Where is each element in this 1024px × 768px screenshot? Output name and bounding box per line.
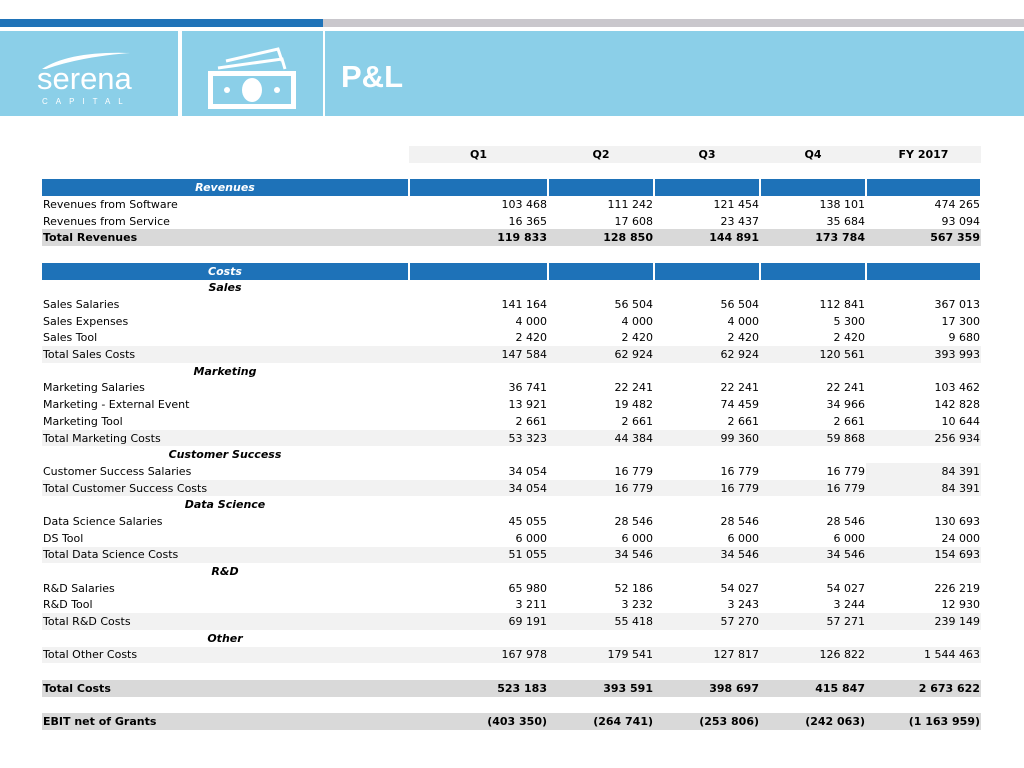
section-header-cell [760, 179, 866, 196]
value-cell-q3: 121 454 [713, 197, 759, 211]
value-cell-q1: 16 365 [508, 214, 547, 228]
pl-table-body [42, 146, 981, 730]
value-cell-q4: 16 779 [826, 464, 865, 478]
row-label: Total Revenues [42, 229, 409, 246]
column-header-q1: Q1 [409, 146, 548, 163]
subsection-header-row [42, 446, 981, 463]
value-cell-q4: 120 561 [760, 346, 866, 363]
section-header-cell [409, 179, 548, 196]
value-cell-q1: 2 420 [515, 331, 547, 345]
value-cell-fy-2017: 226 219 [934, 581, 980, 595]
value-cell-q3: 34 546 [654, 547, 760, 564]
value-cell-q4: 173 784 [760, 229, 866, 246]
section-header-cell [409, 263, 548, 280]
value-cell-q2: 16 779 [548, 480, 654, 497]
row-label: Sales Expenses [43, 314, 129, 328]
value-cell-q1: 4 000 [515, 314, 547, 328]
subsection-title: Other [207, 631, 243, 645]
section-header-cell [866, 179, 981, 196]
value-cell-q2: 3 232 [621, 598, 653, 612]
value-cell-q1: 34 054 [409, 480, 548, 497]
value-cell-fy-2017: 2 673 622 [866, 680, 981, 697]
value-cell-q2: 44 384 [548, 430, 654, 447]
value-cell-fy-2017: 474 265 [934, 197, 980, 211]
row-label: Revenues from Software [43, 197, 178, 211]
column-header-q4: Q4 [760, 146, 866, 163]
icon-panel [182, 31, 323, 116]
line-item-row [42, 313, 981, 330]
value-cell-q3: 4 000 [727, 314, 759, 328]
value-cell-q4: 22 241 [826, 381, 865, 395]
value-cell-q4: 5 300 [833, 314, 865, 328]
value-cell-q2: 4 000 [621, 314, 653, 328]
section-header-row [42, 179, 981, 196]
top-accent-blue [0, 19, 323, 27]
value-cell-q1: 141 164 [501, 298, 547, 312]
row-label: Total Other Costs [42, 647, 409, 664]
value-cell-q3: 2 661 [727, 414, 759, 428]
subsection-header-row [42, 363, 981, 380]
line-item-row [42, 396, 981, 413]
row-label: Marketing Tool [43, 414, 123, 428]
column-header-blank [42, 146, 409, 163]
value-cell-q2: (264 741) [548, 713, 654, 730]
subtotal-row [42, 613, 981, 630]
subtotal-row [42, 480, 981, 497]
subsection-title: R&D [211, 565, 239, 579]
value-cell-q3: 16 779 [654, 480, 760, 497]
value-cell-q2: 179 541 [548, 647, 654, 664]
section-header-cell [548, 263, 654, 280]
column-header-q3: Q3 [654, 146, 760, 163]
subsection-header-row [42, 563, 981, 580]
value-cell-q3: 28 546 [720, 514, 759, 528]
value-cell-q2: 28 546 [614, 514, 653, 528]
value-cell-q1: 6 000 [515, 531, 547, 545]
value-cell-q4: 35 684 [826, 214, 865, 228]
value-cell-fy-2017: 567 359 [866, 229, 981, 246]
value-cell-q2: 393 591 [548, 680, 654, 697]
value-cell-q2: 19 482 [614, 398, 653, 412]
value-cell-q1: 36 741 [508, 381, 547, 395]
section-header-cell [548, 179, 654, 196]
money-bills-icon [182, 31, 323, 116]
spacer-row [42, 163, 981, 180]
total-row [42, 229, 981, 246]
value-cell-fy-2017: 10 644 [941, 414, 980, 428]
subtotal-row [42, 547, 981, 564]
value-cell-q4: 112 841 [819, 298, 865, 312]
row-label: Total Marketing Costs [42, 430, 409, 447]
value-cell-q2: 17 608 [614, 214, 653, 228]
value-cell-q2: 111 242 [607, 197, 653, 211]
section-header-cell [654, 179, 760, 196]
row-label: Total Data Science Costs [42, 547, 409, 564]
value-cell-q4: 2 661 [833, 414, 865, 428]
value-cell-q3: 2 420 [727, 331, 759, 345]
line-item-row [42, 463, 981, 480]
line-item-row [42, 513, 981, 530]
value-cell-q2: 55 418 [548, 613, 654, 630]
value-cell-fy-2017: 84 391 [866, 480, 981, 497]
row-label: Customer Success Salaries [43, 464, 192, 478]
value-cell-q3: 74 459 [720, 398, 759, 412]
value-cell-fy-2017: 1 544 463 [866, 647, 981, 664]
value-cell-q2: 128 850 [548, 229, 654, 246]
line-item-row [42, 296, 981, 313]
column-header-fy: FY 2017 [866, 146, 981, 163]
spacer-row [42, 663, 981, 680]
value-cell-q3: 127 817 [654, 647, 760, 664]
line-item-row [42, 330, 981, 347]
value-cell-q1: 2 661 [515, 414, 547, 428]
value-cell-q4: 57 271 [760, 613, 866, 630]
line-item-row [42, 196, 981, 213]
subsection-title: Customer Success [168, 448, 282, 462]
title-panel [325, 31, 1024, 116]
subsection-header-row [42, 496, 981, 513]
value-cell-q1: 34 054 [508, 464, 547, 478]
value-cell-fy-2017: 142 828 [934, 398, 980, 412]
value-cell-q4: 3 244 [833, 598, 865, 612]
value-cell-fy-2017: 256 934 [866, 430, 981, 447]
row-label: Sales Tool [43, 331, 98, 345]
subsection-title: Data Science [184, 498, 266, 512]
value-cell-q3: 62 924 [654, 346, 760, 363]
row-label: Revenues from Service [43, 214, 170, 228]
value-cell-q1: 103 468 [501, 197, 547, 211]
logo-wordmark: serena [37, 61, 132, 96]
section-title: Costs [42, 263, 409, 280]
row-label: Total Customer Success Costs [42, 480, 409, 497]
row-label: Sales Salaries [43, 298, 120, 312]
value-cell-q3: 22 241 [720, 381, 759, 395]
row-label: Marketing Salaries [43, 381, 145, 395]
page-title: P&L [341, 59, 403, 94]
slide-header [0, 31, 1024, 116]
spacer-row [42, 246, 981, 263]
value-cell-q2: 2 661 [621, 414, 653, 428]
section-title: Revenues [42, 179, 409, 196]
value-cell-q4: (242 063) [760, 713, 866, 730]
row-label: Marketing - External Event [43, 398, 190, 412]
value-cell-q1: 3 211 [515, 598, 547, 612]
subsection-title: Marketing [193, 364, 257, 378]
row-label: EBIT net of Grants [42, 713, 409, 730]
value-cell-q1: 167 978 [409, 647, 548, 664]
value-cell-fy-2017: (1 163 959) [866, 713, 981, 730]
logo-panel [0, 31, 178, 116]
value-cell-q2: 56 504 [614, 298, 653, 312]
value-cell-q1: 45 055 [508, 514, 547, 528]
column-header-q2: Q2 [548, 146, 654, 163]
value-cell-q3: 57 270 [654, 613, 760, 630]
section-header-row [42, 263, 981, 280]
value-cell-fy-2017: 84 391 [866, 463, 981, 480]
value-cell-fy-2017: 24 000 [941, 531, 980, 545]
value-cell-q3: 144 891 [654, 229, 760, 246]
line-item-row [42, 380, 981, 397]
subtotal-row [42, 430, 981, 447]
row-label: Data Science Salaries [43, 514, 163, 528]
value-cell-fy-2017: 12 930 [941, 598, 980, 612]
value-cell-fy-2017: 103 462 [934, 381, 980, 395]
value-cell-q1: 13 921 [508, 398, 547, 412]
value-cell-q1: (403 350) [409, 713, 548, 730]
line-item-row [42, 213, 981, 230]
line-item-row [42, 597, 981, 614]
value-cell-q4: 415 847 [760, 680, 866, 697]
value-cell-q1: 51 055 [409, 547, 548, 564]
value-cell-q2: 22 241 [614, 381, 653, 395]
top-accent-grey [323, 19, 1024, 27]
row-label: DS Tool [43, 531, 84, 545]
value-cell-q1: 69 191 [409, 613, 548, 630]
value-cell-q4: 126 822 [760, 647, 866, 664]
value-cell-q3: 23 437 [720, 214, 759, 228]
section-header-cell [866, 263, 981, 280]
row-label: Total R&D Costs [42, 613, 409, 630]
value-cell-fy-2017: 17 300 [941, 314, 980, 328]
value-cell-q3: 3 243 [727, 598, 759, 612]
value-cell-q2: 2 420 [621, 331, 653, 345]
column-header-row [42, 146, 981, 163]
spacer-row [42, 697, 981, 714]
value-cell-q3: (253 806) [654, 713, 760, 730]
subsection-header-row [42, 280, 981, 297]
value-cell-fy-2017: 130 693 [934, 514, 980, 528]
total-row [42, 680, 981, 697]
row-label: R&D Tool [43, 598, 93, 612]
value-cell-q3: 56 504 [720, 298, 759, 312]
value-cell-fy-2017: 9 680 [948, 331, 980, 345]
row-label: Total Sales Costs [42, 346, 409, 363]
pl-table [42, 146, 982, 730]
line-item-row [42, 530, 981, 547]
value-cell-q4: 2 420 [833, 331, 865, 345]
value-cell-q4: 138 101 [819, 197, 865, 211]
value-cell-q2: 16 779 [614, 464, 653, 478]
value-cell-q2: 6 000 [621, 531, 653, 545]
subtotal-row [42, 647, 981, 664]
value-cell-q1: 523 183 [409, 680, 548, 697]
value-cell-q3: 16 779 [720, 464, 759, 478]
value-cell-q1: 53 323 [409, 430, 548, 447]
value-cell-q3: 398 697 [654, 680, 760, 697]
value-cell-q1: 65 980 [508, 581, 547, 595]
value-cell-q4: 16 779 [760, 480, 866, 497]
value-cell-q4: 59 868 [760, 430, 866, 447]
value-cell-q4: 54 027 [826, 581, 865, 595]
line-item-row [42, 580, 981, 597]
value-cell-fy-2017: 154 693 [866, 547, 981, 564]
section-header-cell [654, 263, 760, 280]
subsection-header-row [42, 630, 981, 647]
value-cell-q4: 34 546 [760, 547, 866, 564]
total-row [42, 713, 981, 730]
value-cell-q4: 34 966 [826, 398, 865, 412]
value-cell-q1: 119 833 [409, 229, 548, 246]
subtotal-row [42, 346, 981, 363]
value-cell-fy-2017: 367 013 [934, 298, 980, 312]
value-cell-fy-2017: 93 094 [941, 214, 980, 228]
value-cell-q3: 99 360 [654, 430, 760, 447]
section-header-cell [760, 263, 866, 280]
value-cell-q3: 6 000 [727, 531, 759, 545]
value-cell-q2: 34 546 [548, 547, 654, 564]
value-cell-q2: 62 924 [548, 346, 654, 363]
value-cell-fy-2017: 393 993 [866, 346, 981, 363]
line-item-row [42, 413, 981, 430]
value-cell-q4: 28 546 [826, 514, 865, 528]
value-cell-fy-2017: 239 149 [866, 613, 981, 630]
value-cell-q2: 52 186 [614, 581, 653, 595]
top-accent-bar [0, 19, 1024, 27]
subsection-title: Sales [208, 281, 242, 295]
value-cell-q1: 147 584 [409, 346, 548, 363]
row-label: Total Costs [42, 680, 409, 697]
value-cell-q3: 54 027 [720, 581, 759, 595]
row-label: R&D Salaries [43, 581, 115, 595]
logo-subtitle: CAPITAL [42, 97, 131, 106]
value-cell-q4: 6 000 [833, 531, 865, 545]
